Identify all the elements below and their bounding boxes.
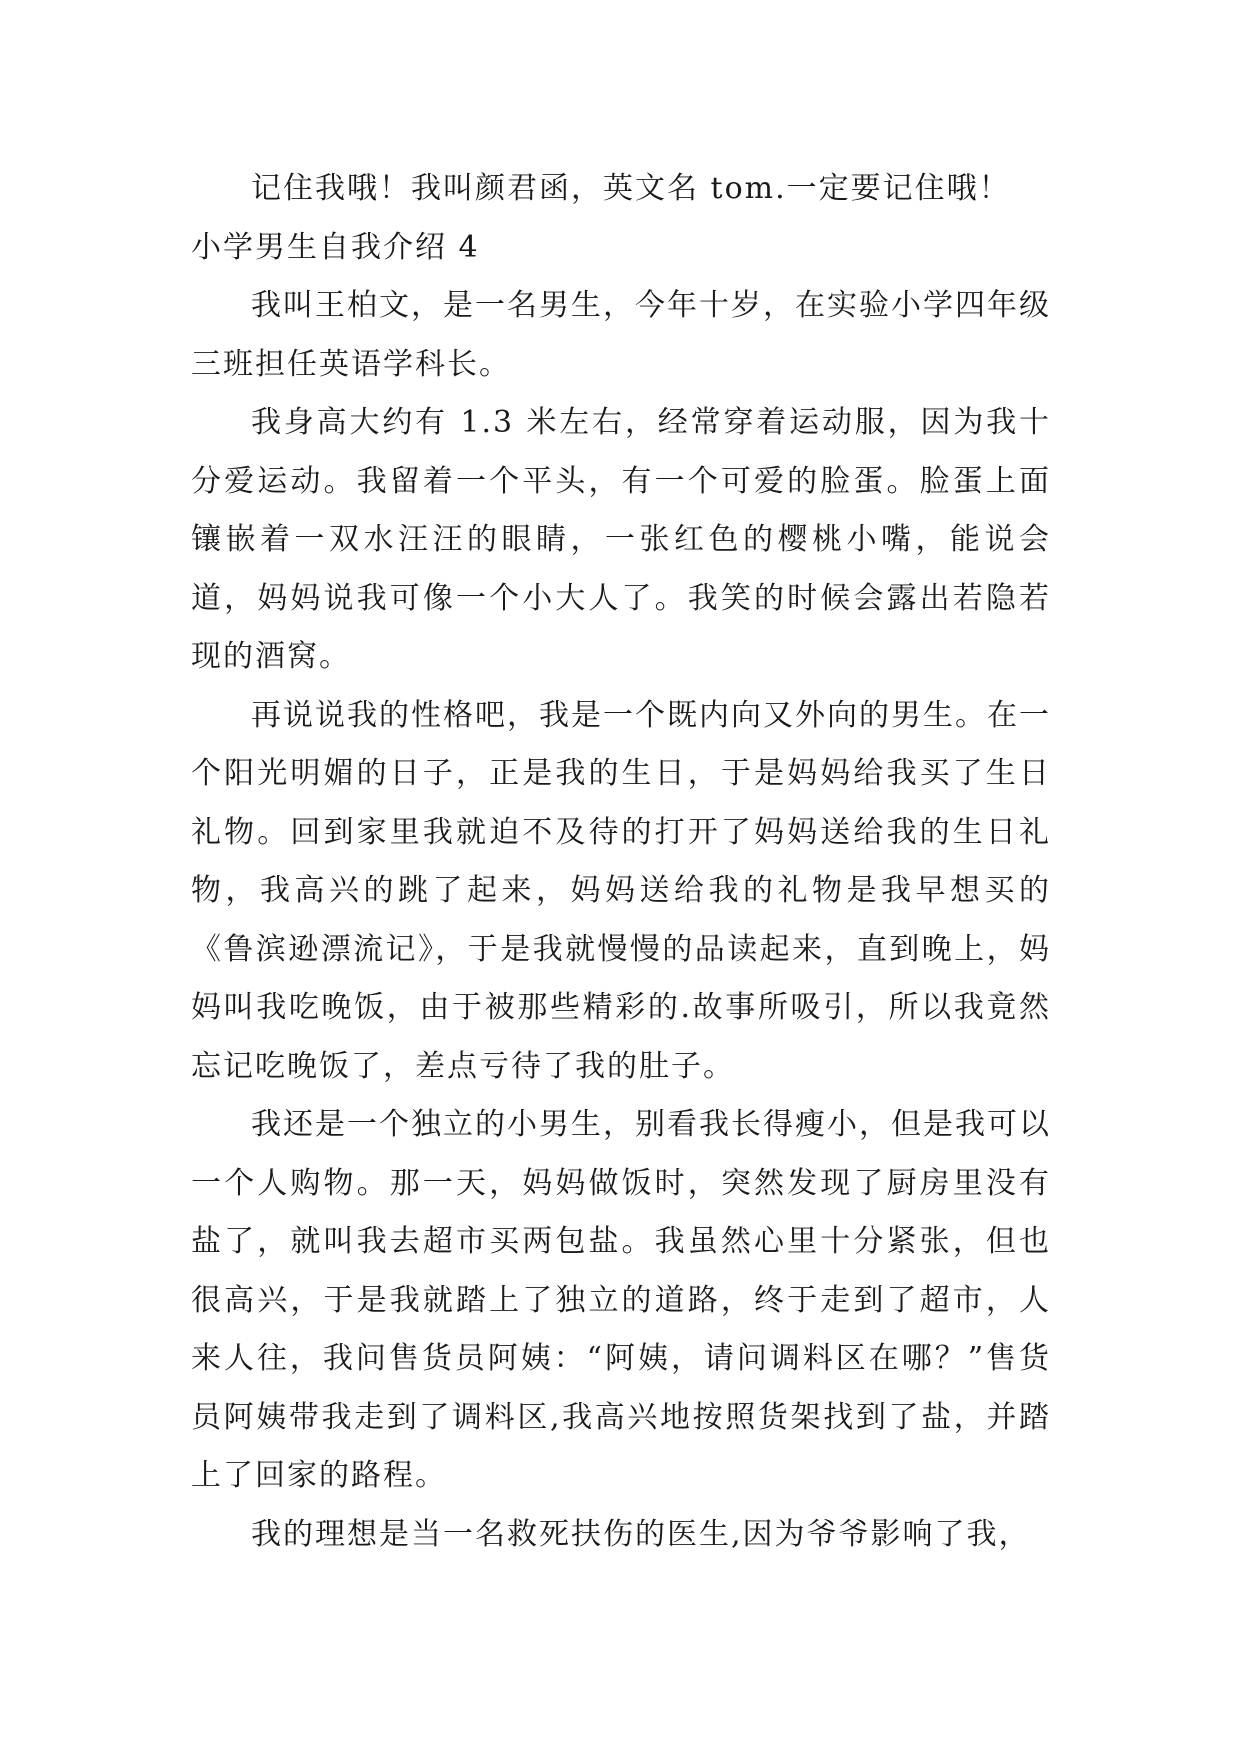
- section-heading: 小学男生自我介绍 4: [191, 229, 480, 265]
- paragraph-dream: 我的理想是当一名救死扶伤的医生,因为爷爷影响了我，: [251, 1516, 1031, 1552]
- paragraph-closing-remark: 记住我哦！我叫颜君函，英文名 tom.一定要记住哦！: [251, 171, 1011, 206]
- paragraph-independence: 我还是一个独立的小男生，别看我长得瘦小，但是我可以一个人购物。那一天，妈妈做饭时，突然发现了厨房里没有盐了，就叫我去超市买两包盐。我虽然心里十分紧张，但也很高兴，于是我就踏上了独立的道路，终于走到了超市，人来人往，我问售货员阿姨：“阿姨，请问调料区在哪？”售货员阿姨带我走到了调料区,我高兴地按照货架找到了盐，并踏上了回家的路程。: [191, 1107, 1051, 1493]
- paragraph-personality: 再说说我的性格吧，我是一个既内向又外向的男生。在一个阳光明媚的日子，正是我的生日，于是妈妈给我买了生日礼物。回到家里我就迫不及待的打开了妈妈送给我的生日礼物，我高兴的跳了起来，妈妈送给我的礼物是我早想买的《鲁滨逊漂流记》，于是我就慢慢的品读起来，直到晚上，妈妈叫我吃晚饭，由于被那些精彩的.故事所吸引，所以我竟然忘记吃晚饭了，差点亏待了我的肚子。: [191, 697, 1051, 1084]
- document-body: [191, 160, 1051, 1564]
- paragraph-appearance: 我身高大约有 1.3 米左右，经常穿着运动服，因为我十分爱运动。我留着一个平头，有一个可爱的脸蛋。脸蛋上面镶嵌着一双水汪汪的眼睛，一张红色的樱桃小嘴，能说会道，妈妈说我可像一个小大人了。我笑的时候会露出若隐若现的酒窝。: [191, 405, 1051, 674]
- paragraph-intro: 我叫王柏文，是一名男生，今年十岁，在实验小学四年级三班担任英语学科长。: [191, 288, 1051, 382]
